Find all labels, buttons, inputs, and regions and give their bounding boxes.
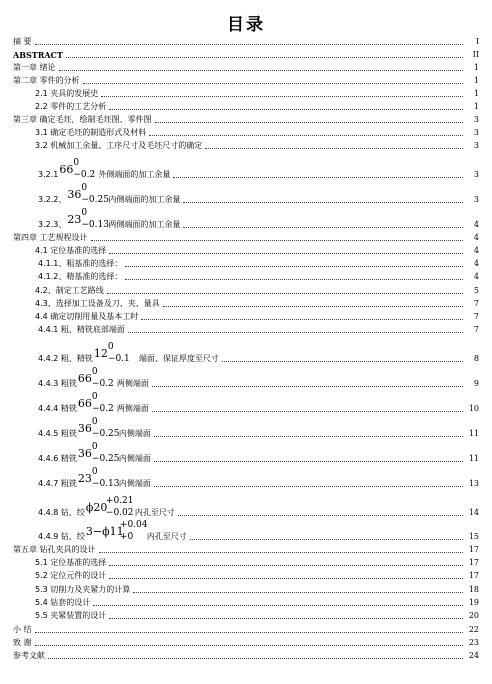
toc-entry-label — [38, 158, 170, 180]
dot-leader — [66, 57, 463, 58]
toc-page-number: 20 — [468, 611, 479, 620]
toc-page-number: I — [475, 37, 479, 46]
toc-page-number: 4 — [473, 259, 479, 268]
toc-entry[interactable] — [0, 543, 479, 555]
toc-entry-label: 参考文献 — [13, 651, 45, 660]
toc-page-number: 9 — [473, 379, 479, 388]
toc-entry-label — [38, 417, 151, 439]
lower-deviation: −0.25 — [91, 454, 120, 464]
toc-entry-label: 4.3、选择加工设备及刀、夹、量具 — [35, 299, 160, 308]
toc-entry-number: 3.2.3、 — [38, 220, 67, 229]
toc-page-number: 24 — [468, 651, 479, 660]
toc-page-number: 3 — [473, 170, 479, 179]
dot-leader — [154, 436, 463, 437]
toc-entry-label — [38, 183, 180, 205]
toc-entry-label — [38, 442, 151, 464]
toc-entry-number: 4.4.3 粗铣 — [38, 379, 77, 388]
dot-leader — [133, 592, 463, 593]
toc-page-number: 19 — [468, 598, 479, 607]
toc-entry-text: 内孔至尺寸 — [134, 508, 175, 517]
toc-entry-label — [38, 208, 180, 230]
dimension-value: 3−ϕ11 — [85, 525, 124, 538]
toc-page-number: 15 — [468, 532, 479, 541]
toc-page-number: 1 — [473, 63, 479, 72]
toc-page-number: 4 — [473, 233, 479, 242]
lower-deviation: −0.2 — [91, 379, 114, 389]
dot-leader — [152, 411, 463, 412]
dimension-value: 36 — [77, 447, 92, 460]
toc-entry-text: 内侧端面 — [118, 429, 151, 438]
toc-entry[interactable] — [0, 179, 479, 205]
toc-entry-text: 两侧端面 — [116, 404, 149, 413]
toc-entry-text: 内孔至尺寸 — [146, 532, 187, 541]
toc-page-number: 17 — [468, 571, 479, 580]
toc-entry[interactable] — [0, 297, 479, 309]
dot-leader — [152, 386, 463, 387]
toc-page-number: 1 — [473, 76, 479, 85]
toc-entry[interactable] — [0, 609, 479, 621]
toc-entry[interactable] — [0, 61, 479, 73]
upper-deviation: 0 — [91, 367, 98, 377]
toc-entry-label: 摘 要 — [13, 37, 32, 46]
tolerance-dimension — [78, 367, 116, 389]
dot-leader — [125, 279, 463, 280]
toc-entry[interactable] — [0, 556, 479, 568]
upper-deviation: +0.21 — [105, 496, 134, 506]
toc-entry[interactable] — [0, 244, 479, 256]
toc-entry-label: 4.1 定位基准的选择 — [35, 246, 107, 255]
dot-leader — [155, 122, 463, 123]
tolerance-dimension — [67, 183, 107, 205]
upper-deviation: 0 — [91, 467, 98, 477]
dot-leader — [83, 83, 463, 84]
toc-entry-text: 外侧端面的加工余量 — [98, 170, 171, 179]
toc-entry-text: 内侧端面 — [118, 479, 151, 488]
toc-entry-label: 5.2 定位元件的设计 — [35, 571, 107, 580]
toc-entry-label — [38, 342, 219, 364]
upper-deviation: 0 — [107, 342, 114, 352]
tolerance-dimension — [94, 342, 138, 364]
toc-entry-label: 5.3 切削力及夹紧力的计算 — [35, 585, 131, 594]
dimension-value: ϕ20 — [85, 501, 108, 514]
dot-leader — [128, 332, 463, 333]
tolerance-dimension — [86, 496, 134, 518]
toc-entry-number: 4.4.5 粗铣 — [38, 429, 77, 438]
toc-entry[interactable] — [0, 204, 479, 230]
dimension-value: 66 — [77, 397, 92, 410]
dot-leader — [109, 565, 463, 566]
toc-entry[interactable] — [0, 463, 479, 489]
toc-page-number: 11 — [468, 429, 479, 438]
lower-deviation: +0 — [119, 532, 134, 542]
toc-entry[interactable] — [0, 569, 479, 581]
toc-page-number: 17 — [468, 558, 479, 567]
dimension-value: 36 — [67, 188, 82, 201]
toc-entry-number: 4.4.9 钻、绞 — [38, 532, 85, 541]
toc-entry[interactable] — [0, 35, 479, 47]
lower-deviation: −0.2 — [91, 404, 114, 414]
toc-entry-label: 4.4 确定切削用量及基本工时 — [35, 312, 139, 321]
toc-page-number: 5 — [473, 286, 479, 295]
toc-entry-label: 3.2 机械加工余量、工序尺寸及毛坯尺寸的确定 — [35, 141, 203, 150]
toc-entry-label — [38, 520, 187, 542]
dot-leader — [109, 109, 463, 110]
toc-page-number: 4 — [473, 246, 479, 255]
dot-leader — [109, 618, 463, 619]
toc-entry[interactable] — [0, 100, 479, 112]
toc-page-number: 4 — [473, 272, 479, 281]
dimension-value: 66 — [77, 372, 92, 385]
dot-leader — [222, 361, 463, 362]
toc-entry-text: 内侧端面的加工余量 — [108, 195, 181, 204]
dot-leader — [205, 148, 463, 149]
toc-entry-label: 第三章 确定毛坯，绘制毛坯图、零件图 — [13, 115, 152, 124]
dimension-value: 23 — [67, 213, 82, 226]
toc-entry-number: 3.2.1 — [38, 170, 59, 179]
upper-deviation: 0 — [81, 208, 88, 218]
dimension-value: 36 — [77, 422, 92, 435]
upper-deviation: 0 — [91, 417, 98, 427]
toc-entry[interactable] — [0, 363, 479, 389]
toc-entry[interactable] — [0, 438, 479, 464]
toc-entry-text: 端面、保证厚度至尺寸 — [138, 354, 219, 363]
toc-page-number: 3 — [473, 115, 479, 124]
lower-deviation: −0.1 — [107, 354, 130, 364]
toc-page-number: II — [472, 50, 479, 59]
tolerance-dimension — [86, 520, 146, 542]
upper-deviation: 0 — [81, 183, 88, 193]
toc-page-number: 7 — [473, 312, 479, 321]
toc-entry-number: 4.4.4 精铣 — [38, 404, 77, 413]
toc-page-number: 4 — [473, 220, 479, 229]
toc-page-number: 10 — [468, 404, 479, 413]
upper-deviation: 0 — [73, 158, 80, 168]
dot-leader — [163, 306, 463, 307]
toc-entry-label: 2.2 零件的工艺分析 — [35, 102, 107, 111]
toc-entry-label: 5.4 钻套的设计 — [35, 598, 91, 607]
toc-entry[interactable] — [0, 492, 479, 518]
toc-entry[interactable] — [0, 284, 479, 296]
toc-entry[interactable] — [0, 516, 479, 542]
toc-entry[interactable] — [0, 323, 479, 335]
tolerance-dimension — [78, 417, 118, 439]
lower-deviation: −0.13 — [81, 220, 109, 230]
toc-entry[interactable] — [0, 596, 479, 608]
dot-leader — [183, 202, 463, 203]
toc-entry-label: 4.1.2、精基准的选择： — [38, 272, 123, 281]
dot-leader — [109, 578, 463, 579]
toc-entry-label: 第二章 零件的分析 — [13, 76, 80, 85]
toc-entry[interactable] — [0, 636, 479, 648]
toc-entry[interactable] — [0, 310, 479, 322]
toc-page-number: 17 — [468, 545, 479, 554]
dimension-value: 12 — [93, 347, 108, 360]
toc-entry[interactable] — [0, 649, 479, 661]
upper-deviation: 0 — [91, 392, 98, 402]
toc-page-number: 8 — [473, 354, 479, 363]
dot-leader — [107, 293, 463, 294]
toc-entry-label: 2.1 夹具的发展史 — [35, 89, 99, 98]
toc-page-number: 22 — [468, 625, 479, 634]
dot-leader — [109, 253, 463, 254]
toc-entry-label — [38, 367, 149, 389]
toc-entry-label: 4.1.1、粗基准的选择： — [38, 259, 123, 268]
toc-entry-label: 5.5 夹紧装置的设计 — [35, 611, 107, 620]
lower-deviation: −0.02 — [105, 508, 134, 518]
dot-leader — [183, 227, 463, 228]
lower-deviation: −0.25 — [91, 429, 120, 439]
dot-leader — [59, 70, 463, 71]
toc-entry-text: 内侧端面 — [118, 454, 151, 463]
dot-leader — [93, 605, 463, 606]
toc-entry-label — [38, 392, 149, 414]
toc-entry[interactable] — [0, 257, 479, 269]
toc-entry[interactable] — [0, 87, 479, 99]
lower-deviation: −0.13 — [91, 479, 120, 489]
dot-leader — [35, 632, 463, 633]
toc-entry-label: 4.2、制定工艺路线 — [35, 286, 104, 295]
toc-entry-number: 4.4.8 钻、绞 — [38, 508, 85, 517]
toc-entry-label: 3.1 确定毛坯的制造形式及材料 — [35, 128, 147, 137]
toc-page-number: 1 — [473, 102, 479, 111]
toc-entry-label: ABSTRACT — [13, 50, 63, 60]
lower-deviation: −0.25 — [81, 195, 109, 205]
dot-leader — [154, 461, 463, 462]
lower-deviation: −0.2 — [73, 170, 96, 180]
tolerance-dimension — [78, 442, 118, 464]
page-title: 目录 — [227, 15, 265, 35]
toc-page-number: 11 — [468, 454, 479, 463]
dot-leader — [101, 96, 463, 97]
toc-entry[interactable] — [0, 139, 479, 151]
toc-entry-number: 3.2.2、 — [38, 195, 67, 204]
toc-entry-label: 第四章 工艺规程设计 — [13, 233, 88, 242]
toc-entry-label: 小 结 — [13, 625, 32, 634]
toc-entry[interactable] — [0, 338, 479, 364]
dot-leader — [99, 552, 463, 553]
dot-leader — [48, 658, 463, 659]
toc-page-number: 18 — [468, 585, 479, 594]
toc-entry-text: 两侧端面的加工余量 — [108, 220, 181, 229]
dot-leader — [91, 240, 463, 241]
toc-entry-text: 两侧端面 — [116, 379, 149, 388]
toc-entry-label: 5.1 定位基准的选择 — [35, 558, 107, 567]
upper-deviation: 0 — [91, 442, 98, 452]
toc-page-number: 3 — [473, 141, 479, 150]
toc-entry[interactable] — [0, 583, 479, 595]
toc-entry[interactable] — [0, 623, 479, 635]
toc-page-number: 13 — [468, 479, 479, 488]
toc-page-number: 3 — [473, 128, 479, 137]
dot-leader — [141, 319, 463, 320]
toc-entry[interactable] — [0, 270, 479, 282]
upper-deviation: +0.04 — [119, 520, 148, 530]
toc-entry[interactable] — [0, 413, 479, 439]
toc-page-number: 3 — [473, 195, 479, 204]
toc-page-number: 1 — [473, 89, 479, 98]
toc-page-number: 14 — [468, 508, 479, 517]
dot-leader — [173, 177, 463, 178]
toc-page-number: 7 — [473, 325, 479, 334]
toc-entry-number: 4.4.7 粗铣 — [38, 479, 77, 488]
dot-leader — [154, 486, 463, 487]
toc-entry-label: 第五章 钻孔夹具的设计 — [13, 545, 96, 554]
toc-entry-label: 致 谢 — [13, 638, 32, 647]
tolerance-dimension — [78, 467, 118, 489]
toc-entry[interactable] — [0, 154, 479, 180]
toc-entry-label — [38, 467, 151, 489]
dot-leader — [35, 645, 463, 646]
toc-entry[interactable] — [0, 126, 479, 138]
toc-entry-label: 4.4.1 粗、精铣底部端面 — [38, 325, 125, 334]
toc-entry-label: 第一章 绪论 — [13, 63, 56, 72]
dimension-value: 66 — [59, 163, 74, 176]
dot-leader — [35, 44, 463, 45]
toc-entry[interactable] — [0, 48, 479, 60]
toc-page-number: 23 — [468, 638, 479, 647]
dimension-value: 23 — [77, 472, 92, 485]
dot-leader — [190, 539, 463, 540]
tolerance-dimension — [59, 158, 97, 180]
toc-entry[interactable] — [0, 74, 479, 86]
toc-entry-label — [38, 496, 175, 518]
toc-entry-number: 4.4.2 粗、精铣 — [38, 354, 93, 363]
dot-leader — [125, 266, 463, 267]
toc-entry[interactable] — [0, 388, 479, 414]
tolerance-dimension — [67, 208, 107, 230]
dot-leader — [149, 135, 463, 136]
toc-page-number: 7 — [473, 299, 479, 308]
toc-entry[interactable] — [0, 231, 479, 243]
tolerance-dimension — [78, 392, 116, 414]
toc-entry[interactable] — [0, 113, 479, 125]
toc-entry-number: 4.4.6 精铣 — [38, 454, 77, 463]
